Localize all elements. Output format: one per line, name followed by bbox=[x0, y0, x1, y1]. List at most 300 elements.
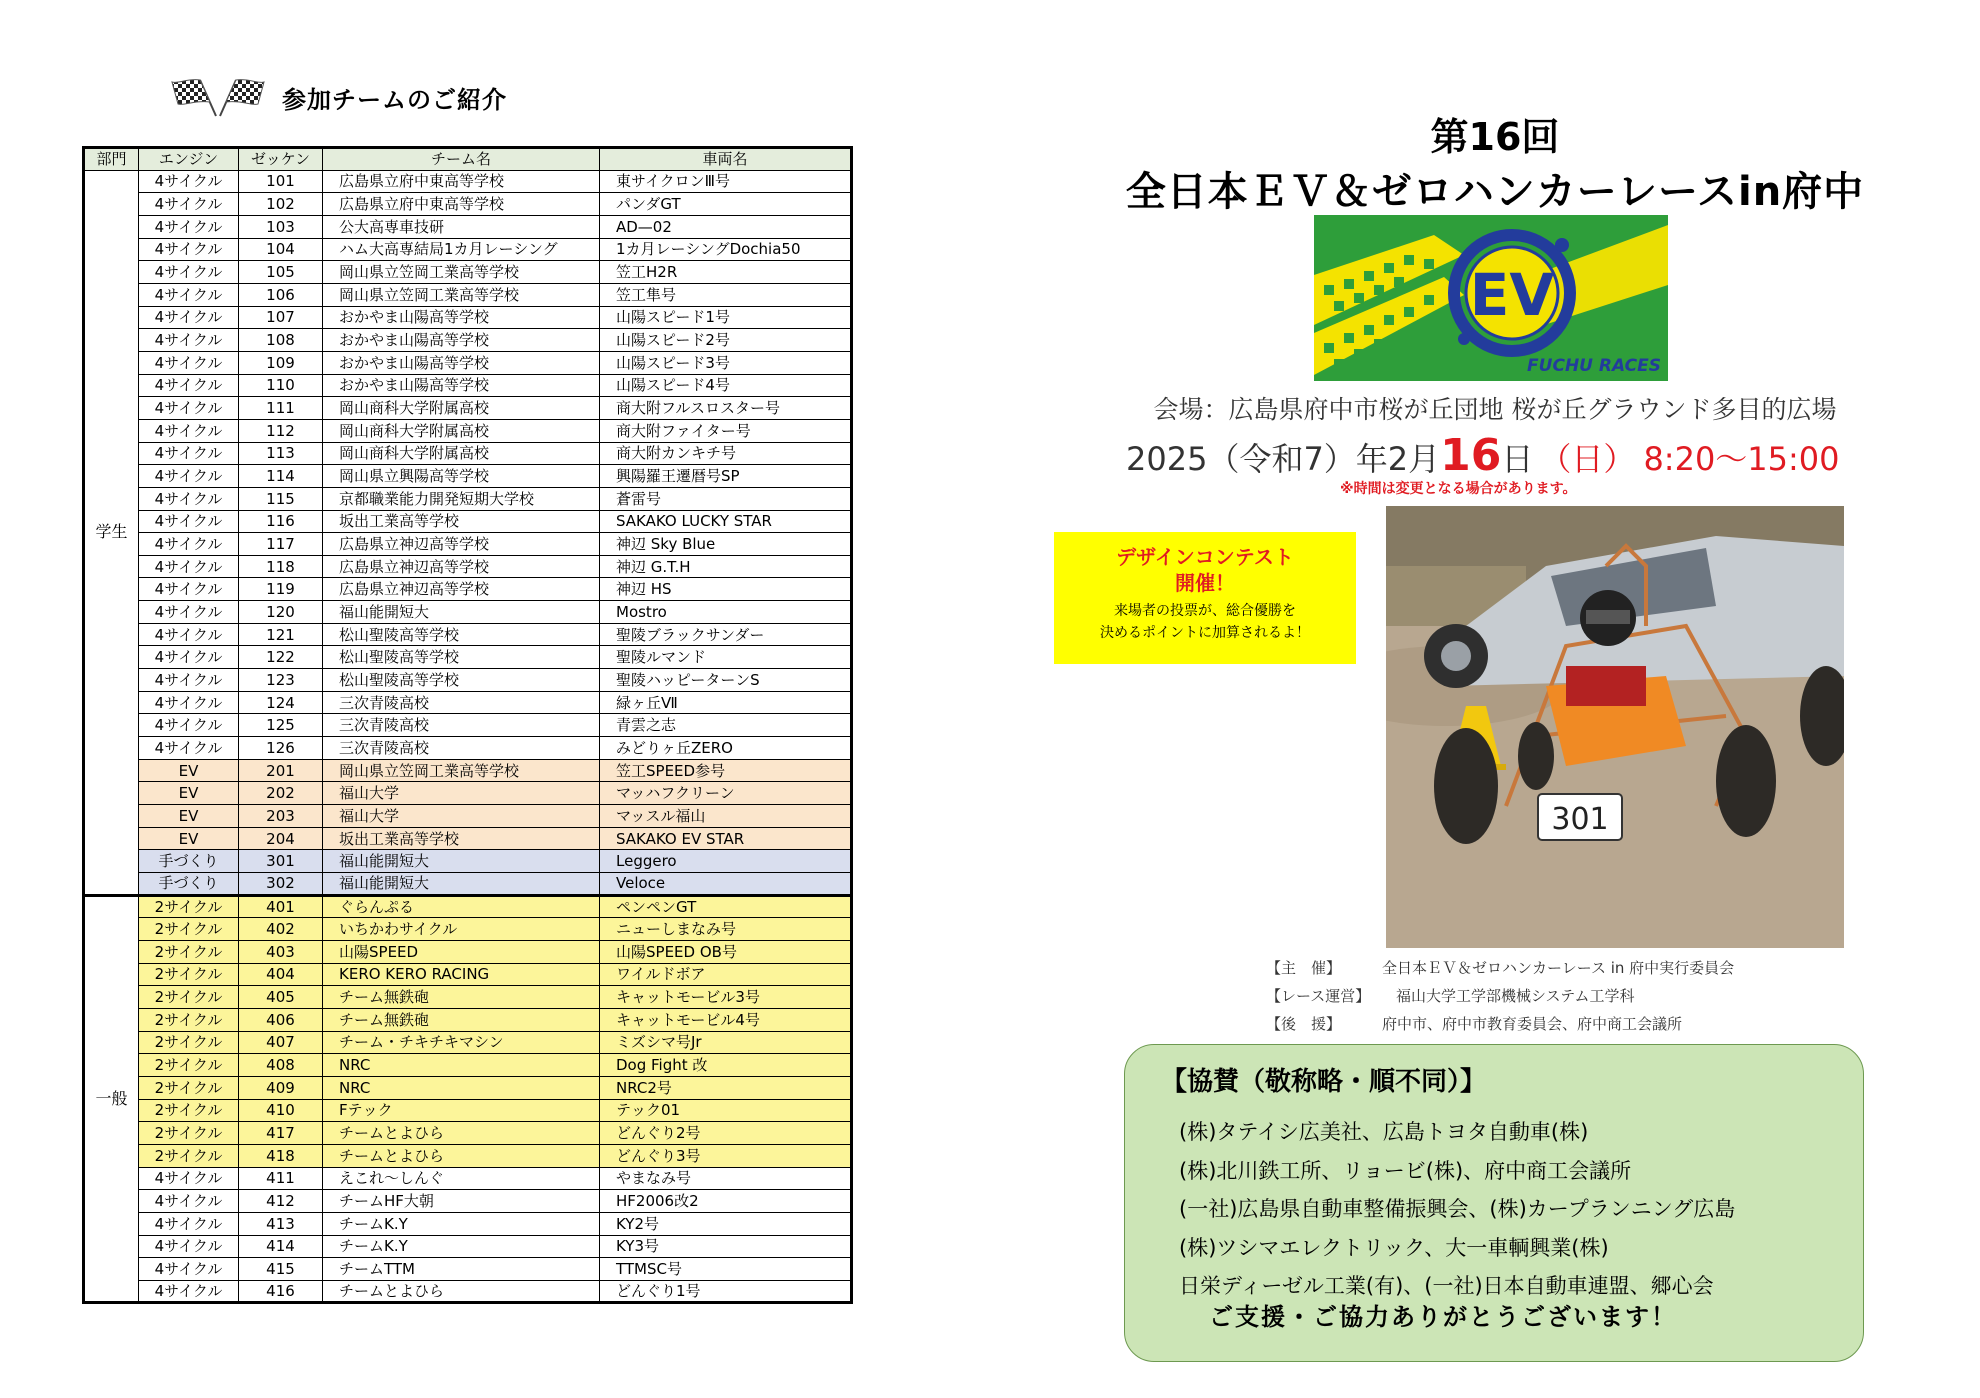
number-cell: 414 bbox=[239, 1235, 323, 1258]
team-cell: 京都職業能力開発短期大学校 bbox=[323, 487, 600, 510]
number-cell: 403 bbox=[239, 940, 323, 963]
team-cell: チームK.Y bbox=[323, 1235, 600, 1258]
venue: 会場：広島県府中市桜が丘団地 桜が丘グラウンド多目的広場 bbox=[1153, 395, 1837, 424]
table-row bbox=[84, 283, 852, 306]
number-cell: 407 bbox=[239, 1031, 323, 1054]
number-cell: 111 bbox=[239, 397, 323, 420]
contest-title: デザインコンテスト bbox=[1116, 545, 1294, 569]
table-row bbox=[84, 623, 852, 646]
engine-cell: 4サイクル bbox=[139, 578, 239, 601]
number-cell: 416 bbox=[239, 1280, 323, 1303]
number-cell: 418 bbox=[239, 1144, 323, 1167]
number-cell: 126 bbox=[239, 737, 323, 760]
table-row bbox=[84, 714, 852, 737]
sponsor-title: 【協賛（敬称略・順不同）】 bbox=[1161, 1067, 1487, 1097]
engine-cell: 4サイクル bbox=[139, 306, 239, 329]
table-row bbox=[84, 215, 852, 238]
table-row bbox=[84, 1122, 852, 1145]
table-header-row bbox=[84, 148, 852, 171]
table-row bbox=[84, 691, 852, 714]
organizer-credits bbox=[1266, 954, 1734, 1038]
table-row bbox=[84, 193, 852, 216]
car-cell: KY3号 bbox=[600, 1235, 852, 1258]
contest-body-line: 決めるポイントに加算されるよ！ bbox=[1100, 625, 1310, 641]
car-cell: TTMSC号 bbox=[600, 1258, 852, 1281]
team-cell: チームTTM bbox=[323, 1258, 600, 1281]
team-cell: チームとよひら bbox=[323, 1122, 600, 1145]
car-cell: Mostro bbox=[600, 601, 852, 624]
team-cell: えこれ～しんぐ bbox=[323, 1167, 600, 1190]
car-cell: 緑ヶ丘Ⅶ bbox=[600, 691, 852, 714]
number-cell: 203 bbox=[239, 805, 323, 828]
team-cell: 広島県立神辺高等学校 bbox=[323, 578, 600, 601]
event-date bbox=[1126, 430, 1840, 481]
team-cell: 坂出工業高等学校 bbox=[323, 510, 600, 533]
number-cell: 406 bbox=[239, 1008, 323, 1031]
header-number: ゼッケン bbox=[239, 148, 323, 171]
number-cell: 119 bbox=[239, 578, 323, 601]
contest-body-line: 来場者の投票が、総合優勝を bbox=[1114, 603, 1296, 619]
team-cell: チーム無鉄砲 bbox=[323, 1008, 600, 1031]
team-intro-header bbox=[170, 76, 507, 118]
table-row bbox=[84, 374, 852, 397]
team-cell: おかやま山陽高等学校 bbox=[323, 374, 600, 397]
car-cell: ニューしまなみ号 bbox=[600, 918, 852, 941]
credit-label: 【後 援】 bbox=[1266, 1015, 1342, 1033]
team-cell: 広島県立神辺高等学校 bbox=[323, 533, 600, 556]
car-cell: 青雲之志 bbox=[600, 714, 852, 737]
checkered-flags-icon bbox=[170, 76, 266, 118]
engine-cell: 4サイクル bbox=[139, 510, 239, 533]
engine-cell: 4サイクル bbox=[139, 1235, 239, 1258]
team-cell: チームK.Y bbox=[323, 1212, 600, 1235]
table-row bbox=[84, 805, 852, 828]
engine-cell: 2サイクル bbox=[139, 986, 239, 1009]
number-cell: 202 bbox=[239, 782, 323, 805]
team-cell: 広島県立府中東高等学校 bbox=[323, 193, 600, 216]
number-cell: 411 bbox=[239, 1167, 323, 1190]
car-cell: 神辺 Sky Blue bbox=[600, 533, 852, 556]
car-cell: 商大附フルスロスター号 bbox=[600, 397, 852, 420]
engine-cell: 4サイクル bbox=[139, 397, 239, 420]
engine-cell: 2サイクル bbox=[139, 1031, 239, 1054]
engine-cell: 4サイクル bbox=[139, 1190, 239, 1213]
team-cell: 岡山商科大学附属高校 bbox=[323, 397, 600, 420]
sponsor-line: (一社)広島県自動車整備振興会、(株)カープランニング広島 bbox=[1179, 1197, 1736, 1221]
credit-value: 福山大学工学部機械システム工学科 bbox=[1396, 987, 1635, 1005]
table-row bbox=[84, 759, 852, 782]
table-row bbox=[84, 1235, 852, 1258]
credit-row bbox=[1266, 982, 1734, 1010]
team-cell: おかやま山陽高等学校 bbox=[323, 306, 600, 329]
car-cell: 山陽スピード1号 bbox=[600, 306, 852, 329]
number-cell: 112 bbox=[239, 419, 323, 442]
engine-cell: 2サイクル bbox=[139, 1144, 239, 1167]
engine-cell: EV bbox=[139, 827, 239, 850]
credit-row bbox=[1266, 954, 1734, 982]
header-division: 部門 bbox=[84, 148, 139, 171]
table-row bbox=[84, 170, 852, 193]
team-cell: 公大高専車技研 bbox=[323, 215, 600, 238]
table-row bbox=[84, 986, 852, 1009]
table-row bbox=[84, 1190, 852, 1213]
team-cell: 岡山県立笠岡工業高等学校 bbox=[323, 261, 600, 284]
car-cell: どんぐり1号 bbox=[600, 1280, 852, 1303]
engine-cell: 4サイクル bbox=[139, 646, 239, 669]
team-cell: いちかわサイクル bbox=[323, 918, 600, 941]
event-time: 8:20～15:00 bbox=[1643, 440, 1840, 478]
car-cell: 神辺 HS bbox=[600, 578, 852, 601]
engine-cell: 4サイクル bbox=[139, 1280, 239, 1303]
engine-cell: 2サイクル bbox=[139, 940, 239, 963]
team-cell: ぐらんぷる bbox=[323, 895, 600, 918]
number-cell: 402 bbox=[239, 918, 323, 941]
car-cell: SAKAKO LUCKY STAR bbox=[600, 510, 852, 533]
engine-cell: 4サイクル bbox=[139, 555, 239, 578]
credit-label: 【レース運営】 bbox=[1266, 987, 1371, 1005]
engine-cell: 2サイクル bbox=[139, 1008, 239, 1031]
engine-cell: 4サイクル bbox=[139, 487, 239, 510]
engine-cell: 2サイクル bbox=[139, 895, 239, 918]
table-row bbox=[84, 827, 852, 850]
car-cell: 蒼雷号 bbox=[600, 487, 852, 510]
number-cell: 201 bbox=[239, 759, 323, 782]
car-cell: 商大附ファイター号 bbox=[600, 419, 852, 442]
number-cell: 114 bbox=[239, 465, 323, 488]
team-cell: Fテック bbox=[323, 1099, 600, 1122]
table-row bbox=[84, 238, 852, 261]
car-cell: どんぐり3号 bbox=[600, 1144, 852, 1167]
team-table bbox=[82, 146, 853, 1304]
date-day: 16 bbox=[1440, 430, 1502, 481]
team-cell: 三次青陵高校 bbox=[323, 737, 600, 760]
number-cell: 107 bbox=[239, 306, 323, 329]
car-cell: 山陽スピード4号 bbox=[600, 374, 852, 397]
team-cell: おかやま山陽高等学校 bbox=[323, 329, 600, 352]
car-cell: 聖陵ハッピーターンS bbox=[600, 669, 852, 692]
sponsor-box bbox=[1124, 1044, 1864, 1362]
engine-cell: 2サイクル bbox=[139, 918, 239, 941]
table-row bbox=[84, 397, 852, 420]
table-row bbox=[84, 850, 852, 873]
team-cell: チームとよひら bbox=[323, 1280, 600, 1303]
car-cell: 山陽スピード3号 bbox=[600, 351, 852, 374]
table-row bbox=[84, 782, 852, 805]
team-cell: 岡山商科大学附属高校 bbox=[323, 419, 600, 442]
car-cell: マッスル福山 bbox=[600, 805, 852, 828]
table-row bbox=[84, 578, 852, 601]
sponsor-line: 日栄ディーゼル工業(有)、(一社)日本自動車連盟、郷心会 bbox=[1179, 1274, 1714, 1298]
car-cell: 東サイクロンⅢ号 bbox=[600, 170, 852, 193]
number-cell: 120 bbox=[239, 601, 323, 624]
number-cell: 115 bbox=[239, 487, 323, 510]
engine-cell: 4サイクル bbox=[139, 261, 239, 284]
table-row bbox=[84, 601, 852, 624]
design-contest-banner bbox=[1054, 532, 1356, 664]
engine-cell: 4サイクル bbox=[139, 623, 239, 646]
car-cell: 笠工H2R bbox=[600, 261, 852, 284]
header-car: 車両名 bbox=[600, 148, 852, 171]
engine-cell: EV bbox=[139, 759, 239, 782]
engine-cell: 4サイクル bbox=[139, 465, 239, 488]
number-cell: 409 bbox=[239, 1076, 323, 1099]
table-row bbox=[84, 737, 852, 760]
table-row bbox=[84, 1212, 852, 1235]
team-cell: 岡山県立興陽高等学校 bbox=[323, 465, 600, 488]
car-cell: 商大附カンキチ号 bbox=[600, 442, 852, 465]
team-cell: 岡山県立笠岡工業高等学校 bbox=[323, 283, 600, 306]
number-cell: 301 bbox=[239, 850, 323, 873]
car-cell: テック01 bbox=[600, 1099, 852, 1122]
team-cell: 福山大学 bbox=[323, 805, 600, 828]
number-cell: 102 bbox=[239, 193, 323, 216]
number-cell: 118 bbox=[239, 555, 323, 578]
engine-cell: 2サイクル bbox=[139, 1099, 239, 1122]
team-cell: 松山聖陵高等学校 bbox=[323, 646, 600, 669]
engine-cell: 4サイクル bbox=[139, 442, 239, 465]
team-cell: 松山聖陵高等学校 bbox=[323, 623, 600, 646]
team-cell: 山陽SPEED bbox=[323, 940, 600, 963]
credit-row bbox=[1266, 1010, 1734, 1038]
table-row bbox=[84, 940, 852, 963]
table-row bbox=[84, 1167, 852, 1190]
team-table-body bbox=[84, 170, 852, 1303]
engine-cell: 4サイクル bbox=[139, 737, 239, 760]
credit-label: 【主 催】 bbox=[1266, 959, 1342, 977]
number-cell: 104 bbox=[239, 238, 323, 261]
race-car-photo bbox=[1386, 506, 1844, 948]
engine-cell: 4サイクル bbox=[139, 533, 239, 556]
date-suffix: 日 bbox=[1501, 440, 1534, 478]
car-number: 301 bbox=[1551, 802, 1609, 837]
car-cell: ペンペンGT bbox=[600, 895, 852, 918]
credit-value: 全日本ＥＶ＆ゼロハンカーレース in 府中実行委員会 bbox=[1382, 959, 1735, 977]
number-cell: 106 bbox=[239, 283, 323, 306]
team-cell: ハム大高専結局1カ月レーシング bbox=[323, 238, 600, 261]
car-cell: やまなみ号 bbox=[600, 1167, 852, 1190]
logo-subtitle: FUCHU RACES bbox=[1527, 356, 1661, 376]
engine-cell: 4サイクル bbox=[139, 351, 239, 374]
table-row bbox=[84, 1258, 852, 1281]
engine-cell: 4サイクル bbox=[139, 238, 239, 261]
car-cell: 聖陵ブラックサンダー bbox=[600, 623, 852, 646]
division-cell: 一般 bbox=[84, 895, 139, 1303]
header-team: チーム名 bbox=[323, 148, 600, 171]
number-cell: 302 bbox=[239, 873, 323, 896]
table-row bbox=[84, 1099, 852, 1122]
number-cell: 121 bbox=[239, 623, 323, 646]
sponsor-thanks: ご支援・ご協力ありがとうございます！ bbox=[1209, 1303, 1677, 1331]
car-cell: ミズシマ号Jr bbox=[600, 1031, 852, 1054]
engine-cell: 4サイクル bbox=[139, 374, 239, 397]
table-row bbox=[84, 646, 852, 669]
team-cell: 三次青陵高校 bbox=[323, 714, 600, 737]
number-cell: 404 bbox=[239, 963, 323, 986]
table-row bbox=[84, 1031, 852, 1054]
car-cell: 笠工隼号 bbox=[600, 283, 852, 306]
table-row bbox=[84, 487, 852, 510]
team-cell: 広島県立府中東高等学校 bbox=[323, 170, 600, 193]
table-row bbox=[84, 261, 852, 284]
table-row bbox=[84, 465, 852, 488]
team-cell: 福山能開短大 bbox=[323, 873, 600, 896]
number-cell: 125 bbox=[239, 714, 323, 737]
car-cell: KY2号 bbox=[600, 1212, 852, 1235]
credit-value: 府中市、府中市教育委員会、府中商工会議所 bbox=[1382, 1015, 1683, 1033]
table-row bbox=[84, 918, 852, 941]
table-row bbox=[84, 329, 852, 352]
number-cell: 123 bbox=[239, 669, 323, 692]
engine-cell: 2サイクル bbox=[139, 1122, 239, 1145]
engine-cell: 4サイクル bbox=[139, 193, 239, 216]
team-cell: チーム無鉄砲 bbox=[323, 986, 600, 1009]
team-cell: 福山能開短大 bbox=[323, 601, 600, 624]
table-row bbox=[84, 873, 852, 896]
number-cell: 417 bbox=[239, 1122, 323, 1145]
car-cell: パンダGT bbox=[600, 193, 852, 216]
car-cell: HF2006改2 bbox=[600, 1190, 852, 1213]
engine-cell: 2サイクル bbox=[139, 1054, 239, 1077]
engine-cell: 手づくり bbox=[139, 873, 239, 896]
car-cell: 興陽羅王遷暦号SP bbox=[600, 465, 852, 488]
team-cell: 福山大学 bbox=[323, 782, 600, 805]
number-cell: 413 bbox=[239, 1212, 323, 1235]
team-cell: チームとよひら bbox=[323, 1144, 600, 1167]
team-cell: 岡山県立笠岡工業高等学校 bbox=[323, 759, 600, 782]
team-cell: おかやま山陽高等学校 bbox=[323, 351, 600, 374]
sponsor-line: (株)北川鉄工所、リョービ(株)、府中商工会議所 bbox=[1179, 1158, 1632, 1183]
team-cell: NRC bbox=[323, 1054, 600, 1077]
table-row bbox=[84, 442, 852, 465]
number-cell: 101 bbox=[239, 170, 323, 193]
table-row bbox=[84, 1144, 852, 1167]
number-cell: 113 bbox=[239, 442, 323, 465]
table-row bbox=[84, 963, 852, 986]
engine-cell: 4サイクル bbox=[139, 170, 239, 193]
contest-body bbox=[1054, 600, 1356, 644]
sponsor-list bbox=[1179, 1113, 1735, 1306]
car-cell: Veloce bbox=[600, 873, 852, 896]
team-cell: チーム・チキチキマシン bbox=[323, 1031, 600, 1054]
number-cell: 412 bbox=[239, 1190, 323, 1213]
car-cell: どんぐり2号 bbox=[600, 1122, 852, 1145]
table-row bbox=[84, 1076, 852, 1099]
car-cell: SAKAKO EV STAR bbox=[600, 827, 852, 850]
car-cell: 神辺 G.T.H bbox=[600, 555, 852, 578]
team-cell: チームHF大朝 bbox=[323, 1190, 600, 1213]
sponsor-line: (株)ツシマエレクトリック、大一車輌興業(株) bbox=[1179, 1235, 1609, 1260]
car-cell: みどりヶ丘ZERO bbox=[600, 737, 852, 760]
engine-cell: 4サイクル bbox=[139, 329, 239, 352]
number-cell: 110 bbox=[239, 374, 323, 397]
number-cell: 116 bbox=[239, 510, 323, 533]
team-intro-title: 参加チームのご紹介 bbox=[282, 85, 507, 114]
car-cell: キャットモービル3号 bbox=[600, 986, 852, 1009]
team-cell: NRC bbox=[323, 1076, 600, 1099]
logo-ev-text: EV bbox=[1469, 261, 1555, 329]
engine-cell: 4サイクル bbox=[139, 283, 239, 306]
ev-race-logo bbox=[1314, 215, 1668, 381]
car-cell: NRC2号 bbox=[600, 1076, 852, 1099]
engine-cell: 4サイクル bbox=[139, 215, 239, 238]
engine-cell: 4サイクル bbox=[139, 714, 239, 737]
number-cell: 109 bbox=[239, 351, 323, 374]
number-cell: 117 bbox=[239, 533, 323, 556]
car-cell: ワイルドボア bbox=[600, 963, 852, 986]
team-cell: 福山能開短大 bbox=[323, 850, 600, 873]
engine-cell: 4サイクル bbox=[139, 601, 239, 624]
team-cell: 岡山商科大学附属高校 bbox=[323, 442, 600, 465]
car-cell: 山陽SPEED OB号 bbox=[600, 940, 852, 963]
engine-cell: 2サイクル bbox=[139, 1076, 239, 1099]
engine-cell: 4サイクル bbox=[139, 1258, 239, 1281]
engine-cell: EV bbox=[139, 805, 239, 828]
number-cell: 108 bbox=[239, 329, 323, 352]
car-cell: 笠工SPEED参号 bbox=[600, 759, 852, 782]
number-cell: 405 bbox=[239, 986, 323, 1009]
engine-cell: 4サイクル bbox=[139, 691, 239, 714]
engine-cell: 4サイクル bbox=[139, 1212, 239, 1235]
car-cell: マッハフクリーン bbox=[600, 782, 852, 805]
car-cell: AD—02 bbox=[600, 215, 852, 238]
date-weekday: （日） bbox=[1539, 440, 1636, 478]
sponsor-line: (株)タテイシ広美社、広島トヨタ自動車(株) bbox=[1179, 1120, 1589, 1144]
car-cell: Dog Fight 改 bbox=[600, 1054, 852, 1077]
number-cell: 415 bbox=[239, 1258, 323, 1281]
number-cell: 105 bbox=[239, 261, 323, 284]
engine-cell: 手づくり bbox=[139, 850, 239, 873]
number-cell: 204 bbox=[239, 827, 323, 850]
table-row bbox=[84, 895, 852, 918]
team-cell: KERO KERO RACING bbox=[323, 963, 600, 986]
car-cell: 山陽スピード2号 bbox=[600, 329, 852, 352]
engine-cell: EV bbox=[139, 782, 239, 805]
car-cell: キャットモービル4号 bbox=[600, 1008, 852, 1031]
engine-cell: 4サイクル bbox=[139, 1167, 239, 1190]
table-row bbox=[84, 669, 852, 692]
time-change-note: ※時間は変更となる場合があります。 bbox=[1340, 481, 1577, 497]
number-cell: 103 bbox=[239, 215, 323, 238]
number-cell: 124 bbox=[239, 691, 323, 714]
division-cell: 学生 bbox=[84, 170, 139, 895]
table-row bbox=[84, 419, 852, 442]
table-row bbox=[84, 555, 852, 578]
car-cell: 聖陵ルマンド bbox=[600, 646, 852, 669]
event-name: 全日本ＥＶ＆ゼロハンカーレースin府中 bbox=[1125, 169, 1865, 215]
team-cell: 松山聖陵高等学校 bbox=[323, 669, 600, 692]
table-row bbox=[84, 1280, 852, 1303]
team-cell: 三次青陵高校 bbox=[323, 691, 600, 714]
table-row bbox=[84, 306, 852, 329]
table-row bbox=[84, 533, 852, 556]
team-cell: 坂出工業高等学校 bbox=[323, 827, 600, 850]
number-cell: 401 bbox=[239, 895, 323, 918]
event-header bbox=[1080, 112, 1910, 220]
header-engine: エンジン bbox=[139, 148, 239, 171]
team-cell: 広島県立神辺高等学校 bbox=[323, 555, 600, 578]
table-row bbox=[84, 1054, 852, 1077]
table-row bbox=[84, 351, 852, 374]
engine-cell: 4サイクル bbox=[139, 669, 239, 692]
engine-cell: 2サイクル bbox=[139, 963, 239, 986]
event-edition: 第16回 bbox=[1430, 115, 1560, 159]
number-cell: 410 bbox=[239, 1099, 323, 1122]
number-cell: 122 bbox=[239, 646, 323, 669]
table-row bbox=[84, 510, 852, 533]
contest-subtitle: 開催！ bbox=[1175, 571, 1235, 595]
car-cell: Leggero bbox=[600, 850, 852, 873]
car-cell: 1カ月レーシングDochia50 bbox=[600, 238, 852, 261]
